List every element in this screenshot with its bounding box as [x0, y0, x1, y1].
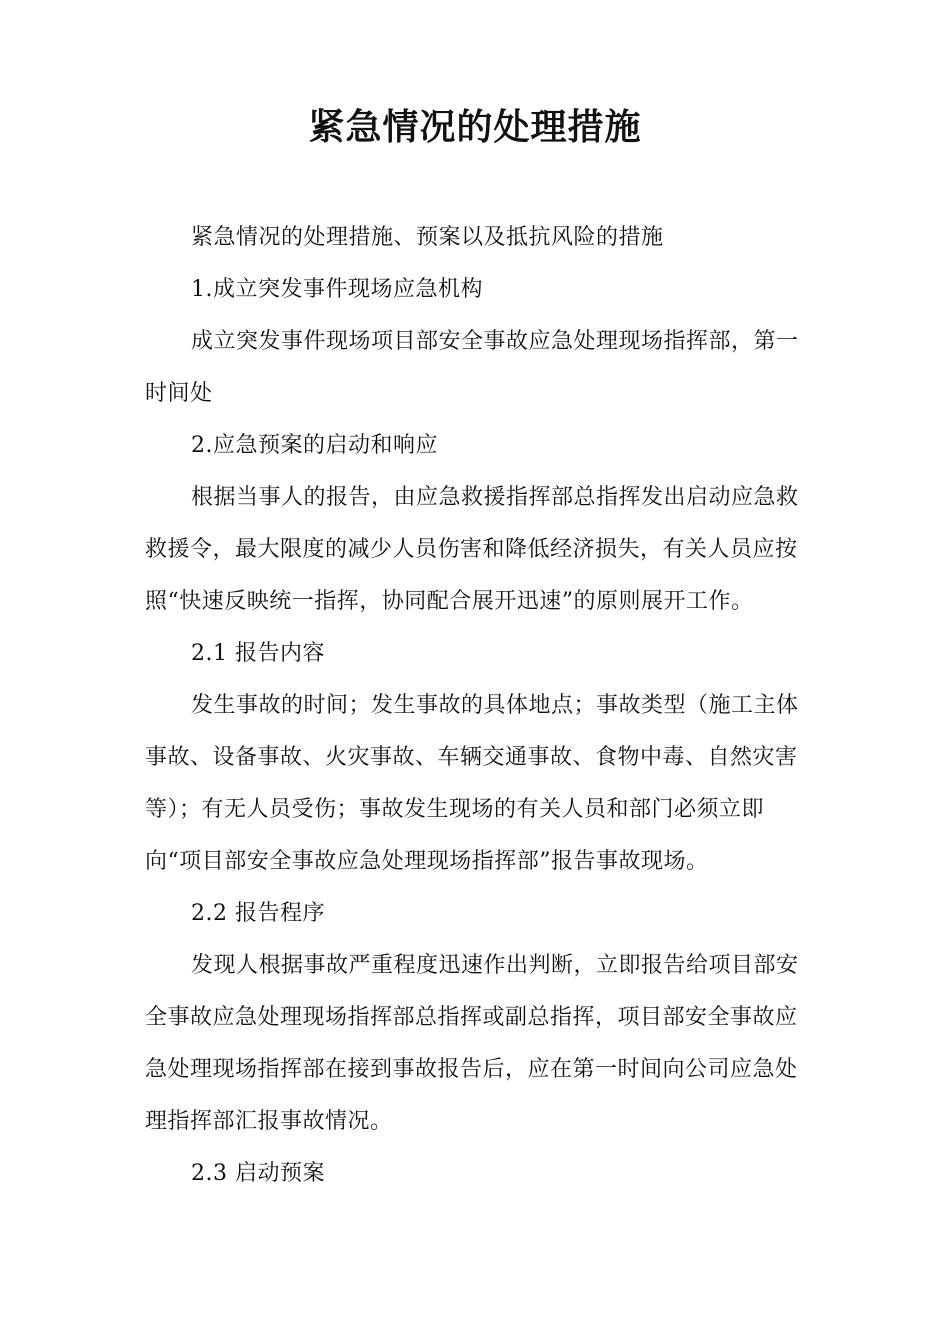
section-heading-2-2: 2.2 报告程序 — [191, 901, 325, 926]
section-heading-2: 2.应急预案的启动和响应 — [191, 433, 438, 458]
document-body — [145, 212, 810, 1200]
body-paragraph-2-1: 发生事故的时间；发生事故的具体地点；事故类型（施工主体事故、设备事故、火灾事故、车辆交通事故、食物中毒、自然灾害等）；有无人员受伤；事故发生现场的有关人员和部门必须立即向“项目部安全事故应急处理现场指挥部”报告事故现场。 — [145, 693, 799, 874]
body-paragraph-2-2: 发现人根据事故严重程度迅速作出判断，立即报告给项目部安全事故应急处理现场指挥部总指挥或副总指挥，项目部安全事故应急处理现场指挥部在接到事故报告后，应在第一时间向公司应急处理指挥部汇报事故情况。 — [145, 953, 799, 1134]
document-title: 紧急情况的处理措施 — [308, 107, 642, 148]
section-heading-1: 1.成立突发事件现场应急机构 — [191, 277, 483, 302]
intro-line: 紧急情况的处理措施、预案以及抵抗风险的措施 — [191, 225, 664, 250]
body-paragraph-2: 根据当事人的报告，由应急救援指挥部总指挥发出启动应急救救援令，最大限度的减少人员伤害和降低经济损失，有关人员应按照“快速反映统一指挥，协同配合展开迅速”的原则展开工作。 — [145, 485, 799, 614]
body-paragraph-1: 成立突发事件现场项目部安全事故应急处理现场指挥部，第一时间处 — [145, 329, 799, 406]
section-heading-2-1: 2.1 报告内容 — [191, 641, 325, 666]
section-heading-2-3: 2.3 启动预案 — [191, 1161, 325, 1186]
